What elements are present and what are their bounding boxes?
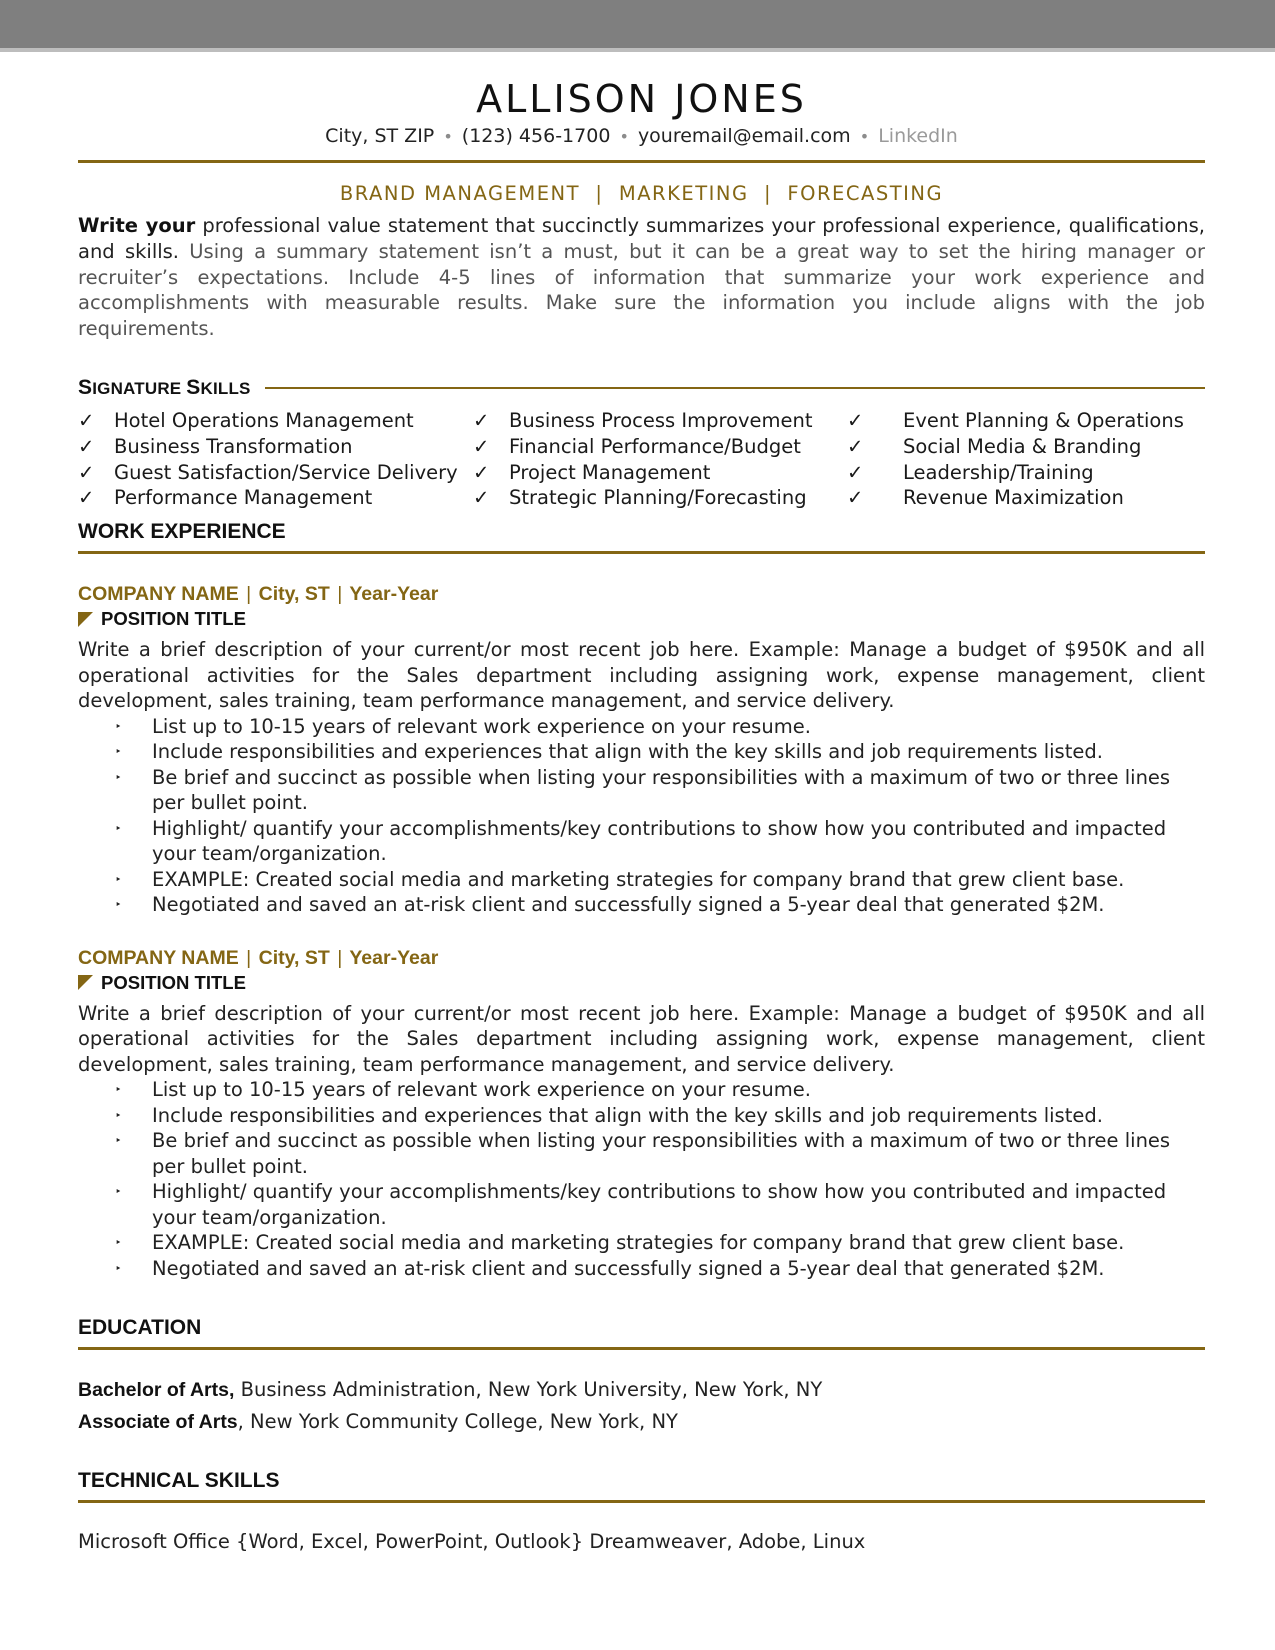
checkmark-icon: ✓ [78, 460, 95, 484]
tagline: BRAND MANAGEMENT | MARKETING | FORECASTING [339, 182, 944, 205]
section-title: SIGNATURE SKILLS [78, 375, 251, 399]
education-list [78, 1374, 1205, 1438]
section-title: EDUCATION [78, 1316, 202, 1340]
skill-item: ✓ Business Transformation [78, 434, 353, 458]
bullet-icon: ‣ [115, 1083, 122, 1097]
skill-item: ✓ Revenue Maximization [847, 486, 1124, 510]
work-experience-heading [78, 519, 1205, 554]
checkmark-icon: ✓ [847, 408, 864, 432]
company-line: COMPANY NAME | City, ST | Year-Year [78, 583, 439, 606]
triangle-marker-icon [78, 975, 93, 990]
list-item: ‣ Include responsibilities and experiences that align with the key skills and job requirements listed. [115, 1103, 1103, 1127]
skills-column-3 [847, 408, 1184, 511]
job-bullets [78, 1077, 1205, 1281]
skill-item: ✓ Hotel Operations Management [78, 408, 414, 432]
section-title: TECHNICAL SKILLS [78, 1469, 280, 1493]
separator-dot: • [859, 127, 870, 146]
resume-page [78, 52, 1205, 1555]
bullet-icon: ‣ [115, 1236, 122, 1250]
checkmark-icon: ✓ [78, 434, 95, 458]
checkmark-icon: ✓ [78, 408, 95, 432]
checkmark-icon: ✓ [847, 434, 864, 458]
section-rule [78, 1347, 1205, 1350]
checkmark-icon: ✓ [473, 434, 490, 458]
skills-column-2 [473, 408, 847, 511]
signature-skills-grid [78, 408, 1205, 511]
bullet-icon: ‣ [115, 1108, 122, 1122]
section-rule [265, 387, 1205, 389]
checkmark-icon: ✓ [847, 460, 864, 484]
skill-item: ✓ Financial Performance/Budget [473, 434, 801, 458]
linkedin-link[interactable]: LinkedIn [878, 125, 958, 147]
list-item: ‣ Include responsibilities and experiences that align with the key skills and job requirements listed. [115, 740, 1103, 764]
list-item: ‣ Highlight/ quantify your accomplishments/key contributions to show how you contributed and impacted your team/organization. [115, 816, 1167, 866]
education-heading [78, 1315, 1205, 1350]
section-rule [78, 551, 1205, 554]
technical-skills-text: Microsoft Office {Word, Excel, PowerPoint, Outlook} Dreamweaver, Adobe, Linux [78, 1530, 866, 1554]
bullet-icon: ‣ [115, 770, 122, 784]
viewer-top-bar [0, 0, 1275, 52]
checkmark-icon: ✓ [473, 486, 490, 510]
job-entry [78, 946, 1205, 1282]
section-rule [78, 1500, 1205, 1503]
list-item: ‣ Be brief and succinct as possible when listing your responsibilities with a maximum of two or three lines per bullet point. [115, 765, 1171, 815]
summary-lead-bold: Write your [78, 214, 196, 237]
skill-item: ✓ Guest Satisfaction/Service Delivery [78, 460, 458, 484]
list-item: ‣ Highlight/ quantify your accomplishments/key contributions to show how you contributed and impacted your team/organization. [115, 1180, 1167, 1229]
summary-paragraph [78, 213, 1205, 342]
bullet-icon: ‣ [115, 1261, 122, 1275]
section-title: WORK EXPERIENCE [78, 520, 286, 544]
job-description: Write a brief description of your current/or most recent job here. Example: Manage a budget of $950K and all operational activities for the Sales department including assigning work, expense management, client development, sales training, team performance management, and service delivery. [78, 1001, 1205, 1076]
bullet-icon: ‣ [115, 745, 122, 759]
skill-item: ✓ Project Management [473, 460, 711, 484]
separator-dot: • [443, 127, 453, 146]
checkmark-icon: ✓ [473, 408, 490, 432]
checkmark-icon: ✓ [78, 486, 95, 510]
position-title: POSITION TITLE [78, 971, 1205, 995]
skills-column-1 [78, 408, 473, 511]
education-entry: Associate of Arts, New York Community College, New York, NY [78, 1410, 678, 1434]
candidate-name: ALLISON JONES [476, 77, 807, 121]
bullet-icon: ‣ [115, 1134, 122, 1148]
triangle-marker-icon [78, 612, 93, 627]
list-item: ‣ Be brief and succinct as possible when listing your responsibilities with a maximum of two or three lines per bullet point. [115, 1129, 1171, 1178]
checkmark-icon: ✓ [473, 460, 490, 484]
technical-skills-heading [78, 1468, 1205, 1503]
bullet-icon: ‣ [115, 1185, 122, 1199]
bullet-icon: ‣ [115, 719, 122, 733]
skill-item: ✓ Event Planning & Operations [847, 408, 1184, 432]
skill-item: ✓ Performance Management [78, 486, 373, 510]
location: City, ST ZIP [325, 125, 435, 147]
summary-rest: Using a summary statement isn’t a must, but it can be a great way to set the hiring manager or recruiter’s expectations. Include 4-5 lines of information that summarize your work experience and accomplishments with measurable results. Make sure the information you include aligns with the job requirements. [78, 239, 1205, 341]
header-rule [78, 160, 1205, 163]
job-bullets [78, 714, 1205, 918]
company-line: COMPANY NAME | City, ST | Year-Year [78, 946, 439, 969]
skill-item: ✓ Social Media & Branding [847, 434, 1142, 458]
signature-skills-heading [78, 376, 1205, 400]
list-item: ‣ Negotiated and saved an at-risk client and successfully signed a 5-year deal that generated $2M. [115, 1256, 1105, 1280]
contact-line [78, 123, 1205, 150]
job-entry [78, 582, 1205, 918]
education-entry: Bachelor of Arts, Business Administration, New York University, New York, NY [78, 1378, 823, 1402]
list-item: ‣ Negotiated and saved an at-risk client and successfully signed a 5-year deal that generated $2M. [115, 893, 1105, 917]
list-item: ‣ List up to 10-15 years of relevant work experience on your resume. [115, 714, 811, 738]
list-item: ‣ EXAMPLE: Created social media and marketing strategies for company brand that grew client base. [115, 867, 1125, 891]
position-title: POSITION TITLE [78, 607, 1205, 631]
separator-dot: • [619, 127, 629, 146]
list-item: ‣ List up to 10-15 years of relevant work experience on your resume. [115, 1078, 811, 1102]
skill-item: ✓ Leadership/Training [847, 460, 1094, 484]
email[interactable]: youremail@email.com [637, 125, 851, 147]
list-item: ‣ EXAMPLE: Created social media and marketing strategies for company brand that grew client base. [115, 1231, 1125, 1255]
phone: (123) 456-1700 [461, 125, 611, 147]
checkmark-icon: ✓ [847, 486, 864, 510]
bullet-icon: ‣ [115, 898, 122, 912]
bullet-icon: ‣ [115, 872, 122, 886]
summary-lead-rest: professional value statement that succinctly summarizes your professional experience, qualifications, and skills. [78, 214, 1205, 263]
skill-item: ✓ Strategic Planning/Forecasting [473, 486, 807, 510]
job-description: Write a brief description of your current/or most recent job here. Example: Manage a budget of $950K and all operational activities for the Sales department including assigning work, expense management, client development, sales training, team performance management, and service delivery. [78, 638, 1205, 713]
skill-item: ✓ Business Process Improvement [473, 408, 813, 432]
bullet-icon: ‣ [115, 821, 122, 835]
